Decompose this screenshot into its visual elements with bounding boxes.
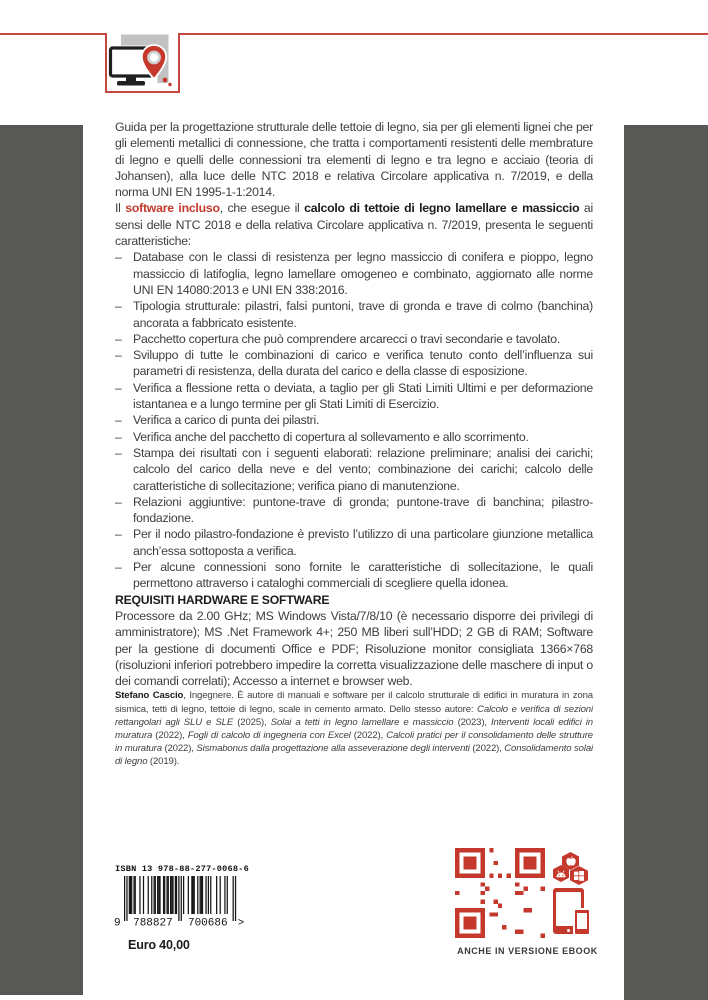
isbn-label: ISBN 13 978-88-277-0068-6 [115, 864, 249, 874]
software-logo-box [105, 33, 180, 93]
tablet-and-phone-icon [553, 888, 593, 940]
feature-item: – Verifica anche del pacchetto di copertura al sollevamento e allo scorrimento. [115, 429, 529, 444]
svg-text:700686: 700686 [187, 917, 228, 929]
intro-paragraph: Guida per la progettazione strutturale delle tettoie di legno, sia per gli elementi lignei che per gli elementi metallici di connessione, che tratta i comportamenti resistenti delle membrature di legno e quelli delle connessioni tra elementi di legno e tra legno e acciaio (teoria di Johansen), alla luce delle NTC 2018 e relativa Circolare applicativa n. 7/2019, e della norma UNI EN 1995-1-1:2014. [115, 120, 593, 200]
feature-item: – Verifica a flessione retta o deviata, a taglio per gli Stati Limiti Ultimi e per deformazione istantanea e a lungo termine per gli Stati Limiti di Esercizio. [115, 380, 593, 412]
platform-icons [553, 852, 589, 885]
feature-item: – Sviluppo di tutte le combinazioni di carico e verifica tenuto conto dell’influenza sui parametri di resistenza, della durata del carico e della classe di esposizione. [115, 348, 593, 379]
requisiti-heading: REQUISITI HARDWARE E SOFTWARE [115, 592, 330, 607]
requisiti-text: Processore da 2.00 GHz; MS Windows Vista/7/8/10 (è necessario disporre dei privilegi di amministratore); MS .Net Framework 4+; 250 MB liberi sull’HDD; 2 GB di RAM; Software per la gestione di documenti Office e PDF; Risoluzione monitor consigliata 1366×768 (risoluzioni inferiori potrebbero impedire la corretta visualizzazione delle maschere di input o dei comandi correlati); Accesso a internet e browser web. [115, 608, 593, 689]
isbn-block [113, 861, 273, 952]
monitor-with-search-pin-icon [107, 76, 178, 93]
feature-item: – Per il nodo pilastro-fondazione è previsto l’utilizzo di una particolare giunzione metallica anch’essa sottoposta a verifica. [115, 527, 593, 558]
svg-text:788827: 788827 [133, 917, 173, 929]
svg-text:9: 9 [114, 917, 121, 929]
ean13-barcode [113, 876, 249, 929]
software-paragraph: Il software incluso, che esegue il calcolo di tettoie di legno lamellare e massiccio ai sensi delle NTC 2018 e della relativa Circolare applicativa n. 7/2019, presenta le seguenti caratteristiche: [115, 201, 593, 249]
feature-item: – Pacchetto copertura che può comprendere arcarecci o travi secondarie e tavolato. [115, 331, 561, 346]
top-rule-left-segment [0, 33, 105, 35]
windows-hexagon-icon [570, 866, 588, 885]
author-bio: Stefano Cascio, Ingegnere. È autore di manuali e software per il calcolo strutturale di edifici in muratura in zona sismica, tetti di legno, tettoie di legno, scale in cemento armato. Dello stesso autore: Calcolo e verifica di sezioni rettangolari agli SLU e SLE (2025), Solai a tetti in legno lamellare e massiccio (2023), Interventi locali edifici in muratura (2022), Fogli di calcolo di ingegneria con Excel (2022), Calcoli pratici per il consolidamento delle strutture in muratura (2022), Sismabonus dalla progettazione alla asseverazione degli interventi (2022), Consolidamento solai di legno (2019). [115, 690, 593, 768]
price-label: Euro 40,00 [128, 938, 190, 952]
ebook-block [455, 848, 600, 968]
left-spine-bar [0, 125, 83, 995]
feature-item: – Stampa dei risultati con i seguenti elaborati: relazione preliminare; analisi dei carichi; calcolo del carico della neve e del vento; combinazione dei carichi; calcolo delle caratteristiche di sollecitazione; verifica piano di manutenzione. [115, 445, 593, 493]
feature-item: – Relazioni aggiuntive: puntone-trave di gronda; puntone-trave di banchina; pilastro-fondazione. [115, 494, 593, 526]
feature-item: – Verifica a carico di punta dei pilastri. [115, 413, 320, 428]
qr-code-icon [455, 848, 545, 938]
back-cover-text [115, 119, 593, 769]
right-spine-bar [624, 125, 708, 1000]
svg-text:>: > [237, 917, 245, 929]
feature-list [115, 249, 593, 591]
feature-item: – Per alcune connessioni sono fornite le caratteristiche di sollecitazione, le quali permettono attraverso i cataloghi commerciali di scegliere quella idonea. [115, 560, 593, 591]
top-rule-right-segment [180, 33, 708, 35]
phone-icon [573, 908, 591, 936]
feature-item: – Database con le classi di resistenza per legno massiccio di conifera e pioppo, legno massiccio di latifoglia, legno lamellare omogeneo e combinato, aggiornato alle norme UNI EN 14080:2013 e UNI EN 338:2016. [115, 250, 593, 297]
ebook-caption: ANCHE IN VERSIONE EBOOK [457, 946, 598, 956]
feature-item: – Tipologia strutturale: pilastri, falsi puntoni, trave di gronda e trave di colmo (banchina) ancorata a fabbricato esistente. [115, 299, 593, 330]
